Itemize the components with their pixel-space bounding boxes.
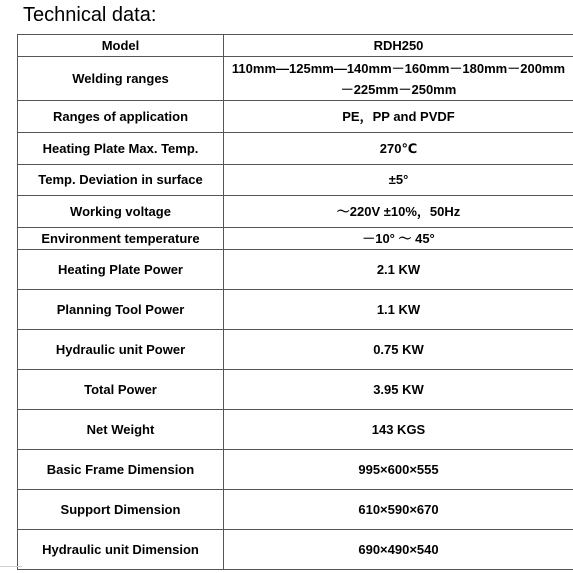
row-label: Heating Plate Max. Temp. [18,133,224,165]
header-model-value: RDH250 [224,35,573,57]
row-value: 995×600×555 [224,450,573,490]
row-label: Ranges of application [18,101,224,133]
table-row-heating-plate-max-temp [18,133,573,165]
table-row-working-voltage [18,196,573,228]
row-value: 2.1 KW [224,250,573,290]
table-row-hydraulic-unit-power [18,330,573,370]
row-label: Planning Tool Power [18,290,224,330]
row-label: Hydraulic unit Dimension [18,530,224,570]
table-row-ranges-of-application [18,101,573,133]
table-row-support-dimension [18,490,573,530]
row-label: Working voltage [18,196,224,228]
technical-data-table [17,34,573,570]
row-value: ±5° [224,165,573,196]
table-row-net-weight [18,410,573,450]
row-value: PE，PP and PVDF [224,101,573,133]
row-label: Temp. Deviation in surface [18,165,224,196]
row-value: －10° ～ 45° [224,228,573,250]
row-value: 0.75 KW [224,330,573,370]
row-value: 610×590×670 [224,490,573,530]
page-heading: Technical data: [23,4,157,26]
table-header-row [18,35,573,57]
row-label: Net Weight [18,410,224,450]
row-label: Heating Plate Power [18,250,224,290]
row-label: Welding ranges [18,57,224,101]
divider [0,566,22,571]
row-value: 1.1 KW [224,290,573,330]
table-row-heating-plate-power [18,250,573,290]
row-value: ～220V ±10%，50Hz [224,196,573,228]
row-value: 3.95 KW [224,370,573,410]
header-model-label: Model [18,35,224,57]
row-label: Basic Frame Dimension [18,450,224,490]
row-label: Environment temperature [18,228,224,250]
row-value: 690×490×540 [224,530,573,570]
row-value: 270℃ [224,133,573,165]
table-row-environment-temperature [18,228,573,250]
table-row-welding-ranges [18,57,573,101]
row-value: 143 KGS [224,410,573,450]
table-row-basic-frame-dimension [18,450,573,490]
table-row-hydraulic-unit-dimension [18,530,573,570]
row-label: Support Dimension [18,490,224,530]
table-row-planning-tool-power [18,290,573,330]
row-value: 110mm—125mm—140mm－160mm－180mm－200mm－225mm－250mm [224,57,573,101]
row-label: Total Power [18,370,224,410]
table-row-total-power [18,370,573,410]
table-row-temp-deviation [18,165,573,196]
row-label: Hydraulic unit Power [18,330,224,370]
